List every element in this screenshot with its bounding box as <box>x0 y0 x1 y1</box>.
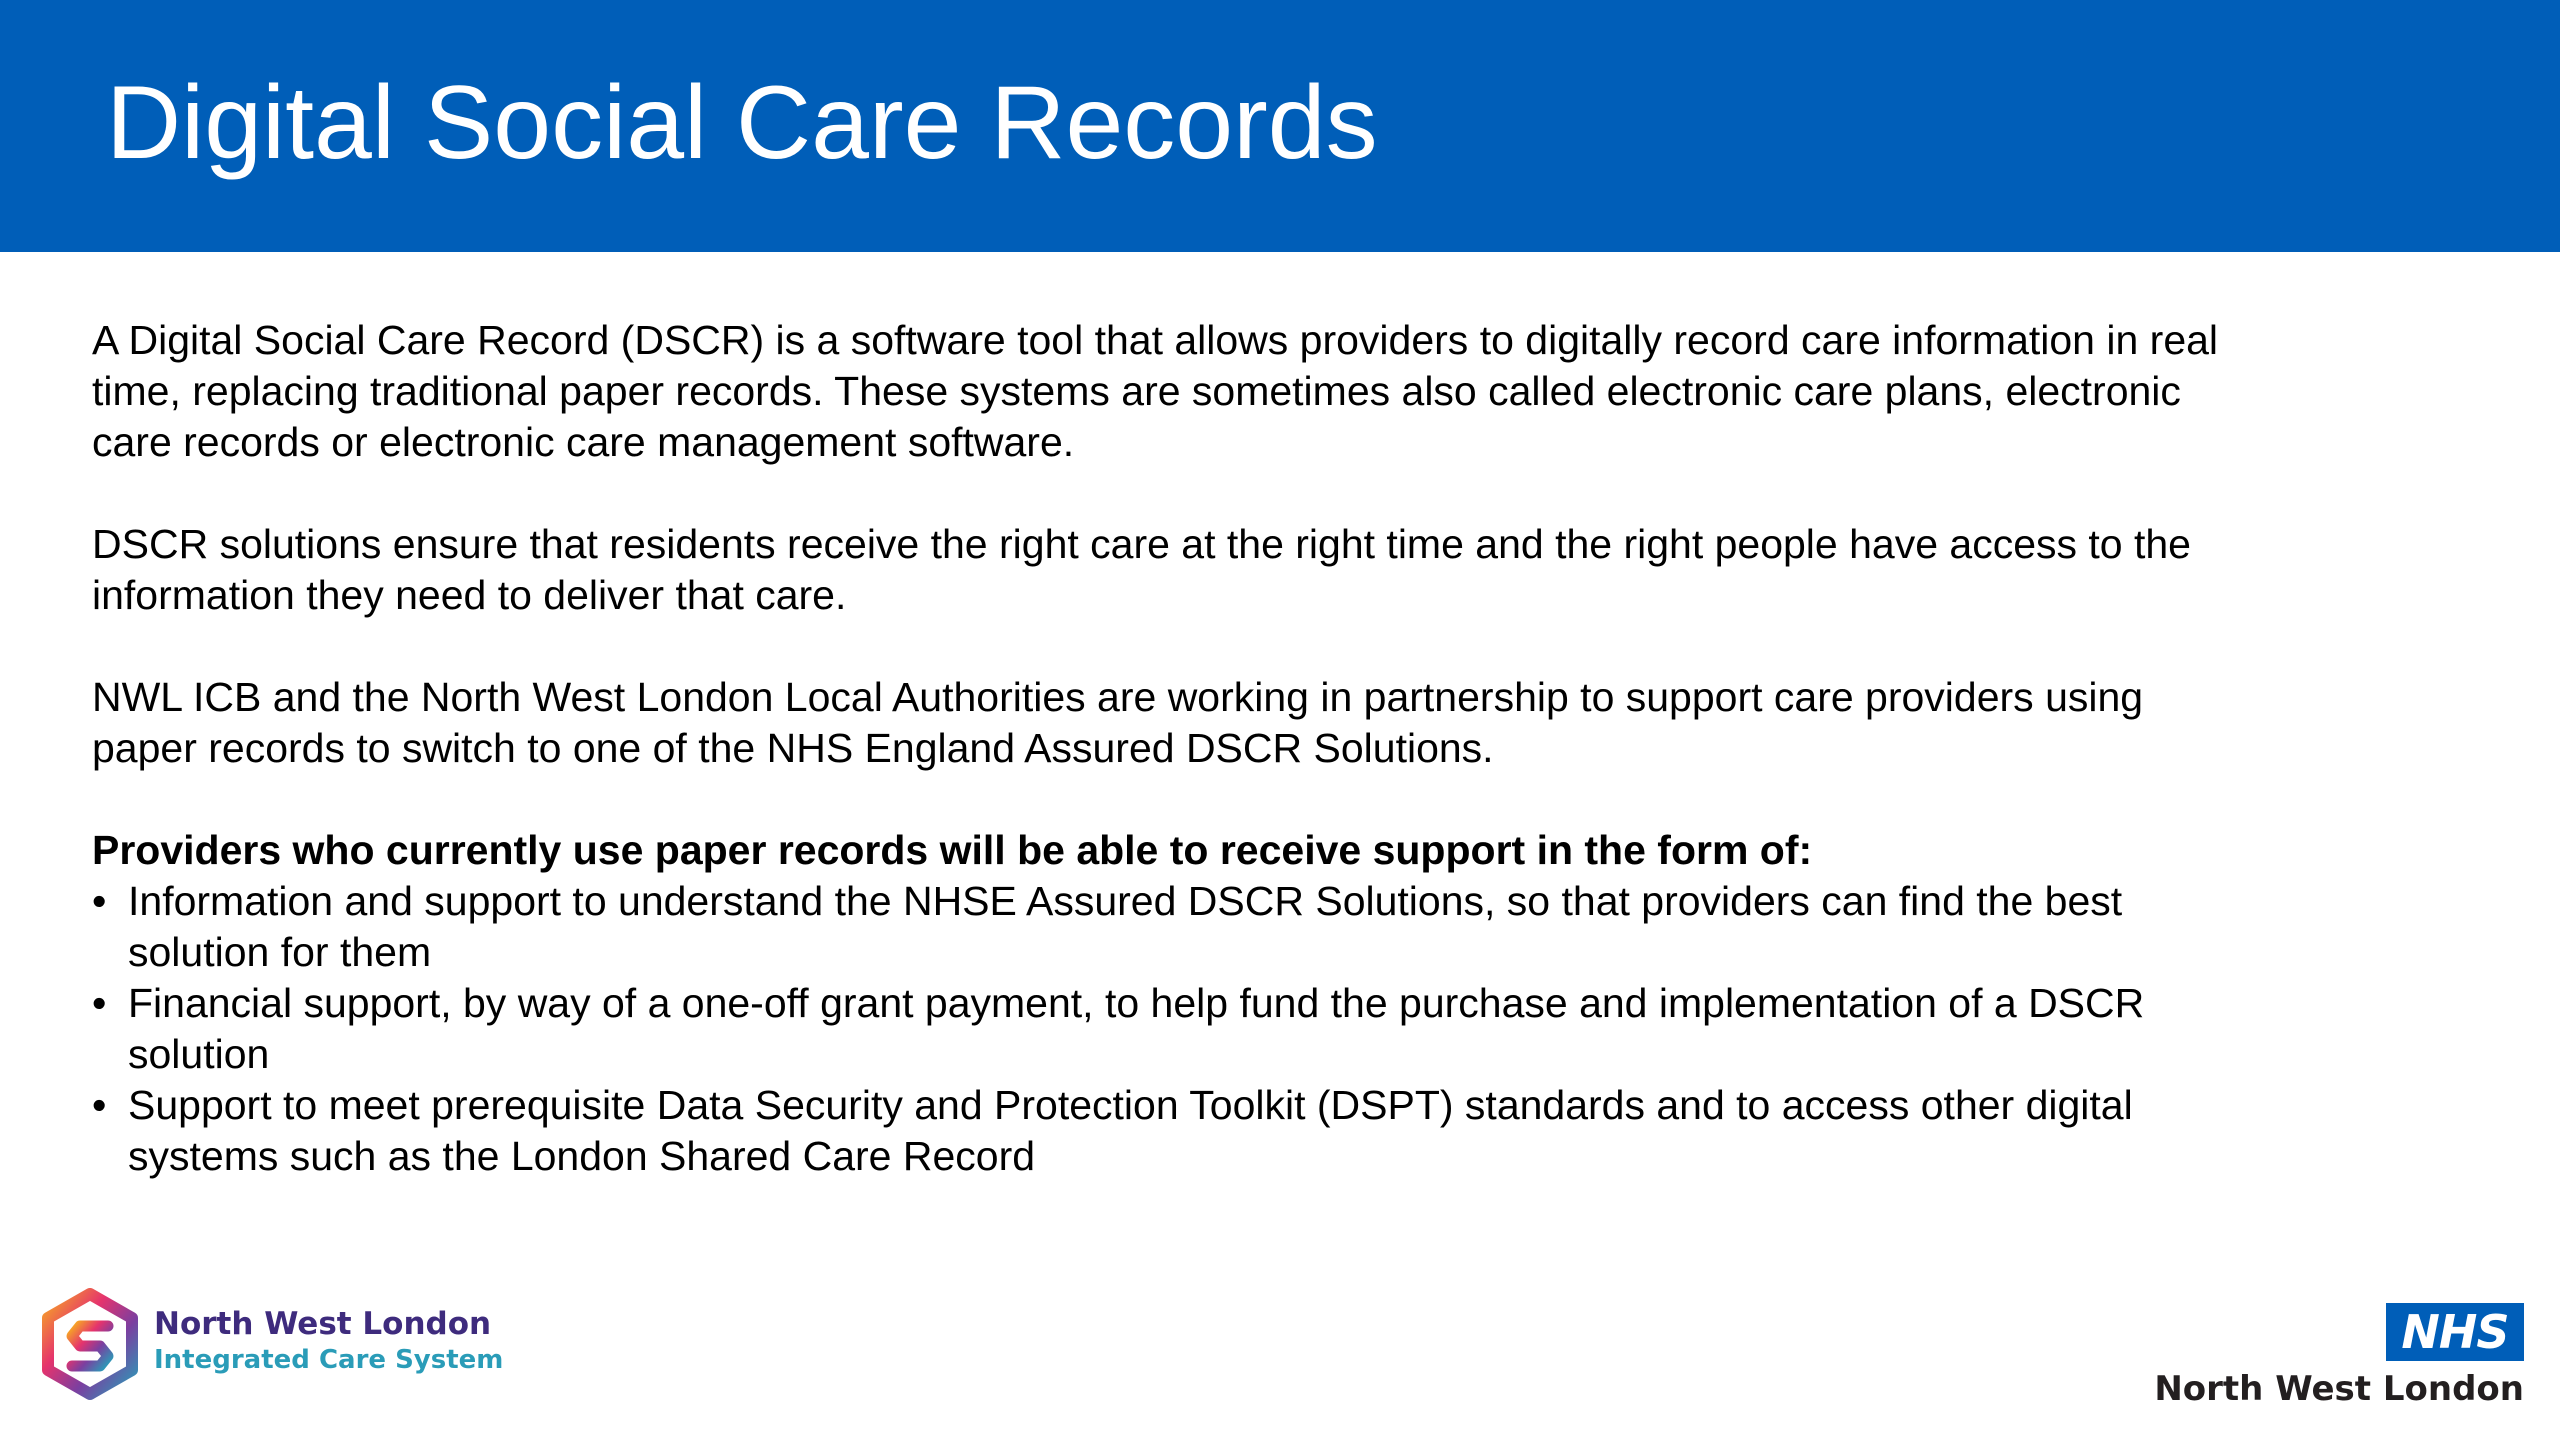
support-item-information <box>92 876 2252 978</box>
nhs-logo-mark <box>2386 1303 2524 1361</box>
paragraph-partnership: NWL ICB and the North West London Local Authorities are working in partnership to support care providers using paper records to switch to one of the NHS England Assured DSCR Solutions. <box>92 674 2144 771</box>
support-item-text: Support to meet prerequisite Data Security and Protection Toolkit (DSPT) standards and to access other digital systems such as the London Shared Care Record <box>128 1082 2133 1179</box>
nhs-logo-text: NHS <box>2401 1305 2509 1359</box>
bullet-icon: • <box>92 878 107 924</box>
paragraph-intro: A Digital Social Care Record (DSCR) is a software tool that allows providers to digitally record care information in real time, replacing traditional paper records. These systems are sometimes also called electronic care plans, electronic care records or electronic care management software. <box>92 317 2219 465</box>
ics-logo-line1: North West London <box>154 1306 492 1342</box>
nhs-org-name: North West London <box>2154 1369 2524 1409</box>
bullet-icon: • <box>92 980 107 1026</box>
support-item-financial <box>92 978 2252 1080</box>
nhs-logo <box>2124 1303 2524 1413</box>
support-item-text: Financial support, by way of a one-off grant payment, to help fund the purchase and implementation of a DSCR solution <box>128 980 2145 1077</box>
ics-logo <box>40 1288 504 1402</box>
title-banner <box>0 0 2560 252</box>
bullet-icon: • <box>92 1082 107 1128</box>
support-item-dspt <box>92 1080 2252 1182</box>
support-list <box>92 876 2252 1182</box>
support-heading: Providers who currently use paper records will be able to receive support in the form of: <box>92 827 1813 873</box>
slide-body <box>92 315 2252 1182</box>
slide-title: Digital Social Care Records <box>106 65 1378 181</box>
ics-hexagon-icon <box>40 1288 140 1402</box>
paragraph-purpose: DSCR solutions ensure that residents receive the right care at the right time and the right people have access to the information they need to deliver that care. <box>92 521 2191 618</box>
ics-logo-line2: Integrated Care System <box>154 1345 504 1375</box>
support-item-text: Information and support to understand the NHSE Assured DSCR Solutions, so that providers can find the best solution for them <box>128 878 2123 975</box>
